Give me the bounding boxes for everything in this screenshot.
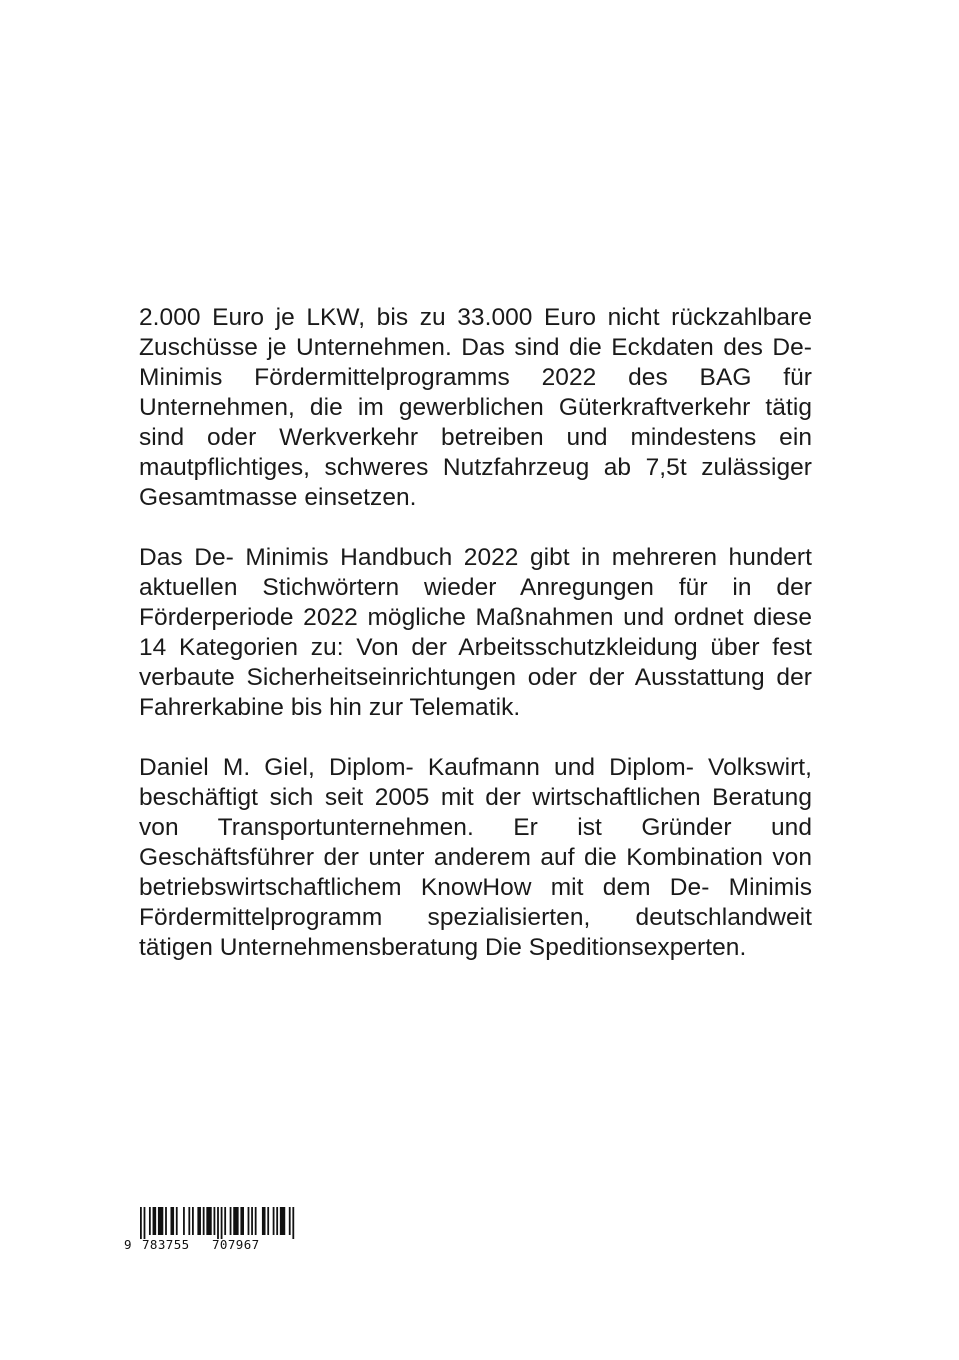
barcode-bar — [233, 1207, 238, 1235]
barcode-bar — [197, 1207, 201, 1235]
barcode-bar — [240, 1207, 244, 1235]
barcode-bar — [149, 1207, 151, 1235]
barcode-bar — [214, 1207, 216, 1235]
barcode-bar — [206, 1207, 211, 1235]
barcode-bar — [176, 1207, 178, 1235]
barcode-bar — [140, 1207, 142, 1239]
barcode-bar — [144, 1207, 146, 1239]
barcode-digits-left: 783755 — [142, 1237, 190, 1252]
barcode-bar — [217, 1207, 219, 1239]
barcode-digit-first: 9 — [124, 1237, 132, 1252]
barcode-bars-graphic — [140, 1207, 296, 1239]
barcode-bar — [251, 1207, 253, 1235]
barcode-bar — [158, 1207, 163, 1235]
barcode-bar — [183, 1207, 185, 1235]
barcode-bar — [188, 1207, 190, 1235]
barcode-bar — [221, 1207, 223, 1239]
blurb-paragraph-handbook: Das De- Minimis Handbuch 2022 gibt in mehreren hundert aktuellen Stichwörtern wieder Anregungen für in der Förderperiode 2022 mögliche Maßnahmen und ordnet diese 14 Kategorien zu: Von der Arbeitsschutzkleidung über fest verbaute Sicherheitseinrichtungen oder der Ausstattung der Fahrerkabine bis hin zur Telematik. — [139, 544, 812, 721]
barcode-bar — [255, 1207, 257, 1235]
barcode-bar — [273, 1207, 275, 1235]
blurb-paragraph-funding: 2.000 Euro je LKW, bis zu 33.000 Euro nicht rückzahlbare Zuschüsse je Unternehmen. Das sind die Eckdaten des De- Minimis Fördermittelprogramms 2022 des BAG für Unternehmen, die im gewerblichen Güterkraftverkehr tätig sind oder Werkverkehr betreiben und mindestens ein mautpflichtiges, schweres Nutzfahrzeug ab 7,5t zulässiger Gesamtmasse einsetzen. — [139, 304, 812, 511]
barcode-bar — [165, 1207, 167, 1235]
barcode-bar — [203, 1207, 205, 1235]
barcode-bar — [289, 1207, 291, 1235]
barcode-bar — [292, 1207, 294, 1239]
barcode-digits-right: 707967 — [212, 1237, 260, 1252]
isbn-barcode — [124, 1207, 304, 1257]
barcode-bar — [262, 1207, 266, 1235]
barcode-bar — [280, 1207, 285, 1235]
barcode-bar — [230, 1207, 232, 1235]
barcode-bar — [276, 1207, 278, 1235]
barcode-digits — [124, 1237, 260, 1252]
barcode-bar — [192, 1207, 194, 1235]
barcode-bar — [224, 1207, 226, 1235]
blurb-paragraph-author: Daniel M. Giel, Diplom- Kaufmann und Diplom- Volkswirt, beschäftigt sich seit 2005 mit der wirtschaftlichen Beratung von Transportunternehmen. Er ist Gründer und Geschäftsführer der unter anderem auf die Kombination von betriebswirtschaftlichem KnowHow mit dem De- Minimis Fördermittelprogramm spezialisierten, deutschlandweit tätigen Unternehmensberatung Die Speditionsexperten. — [139, 754, 812, 961]
barcode-bar — [248, 1207, 250, 1235]
barcode-bar — [153, 1207, 157, 1235]
barcode-bar — [267, 1207, 269, 1235]
barcode-bar — [170, 1207, 174, 1235]
back-cover-blurb — [139, 303, 812, 993]
